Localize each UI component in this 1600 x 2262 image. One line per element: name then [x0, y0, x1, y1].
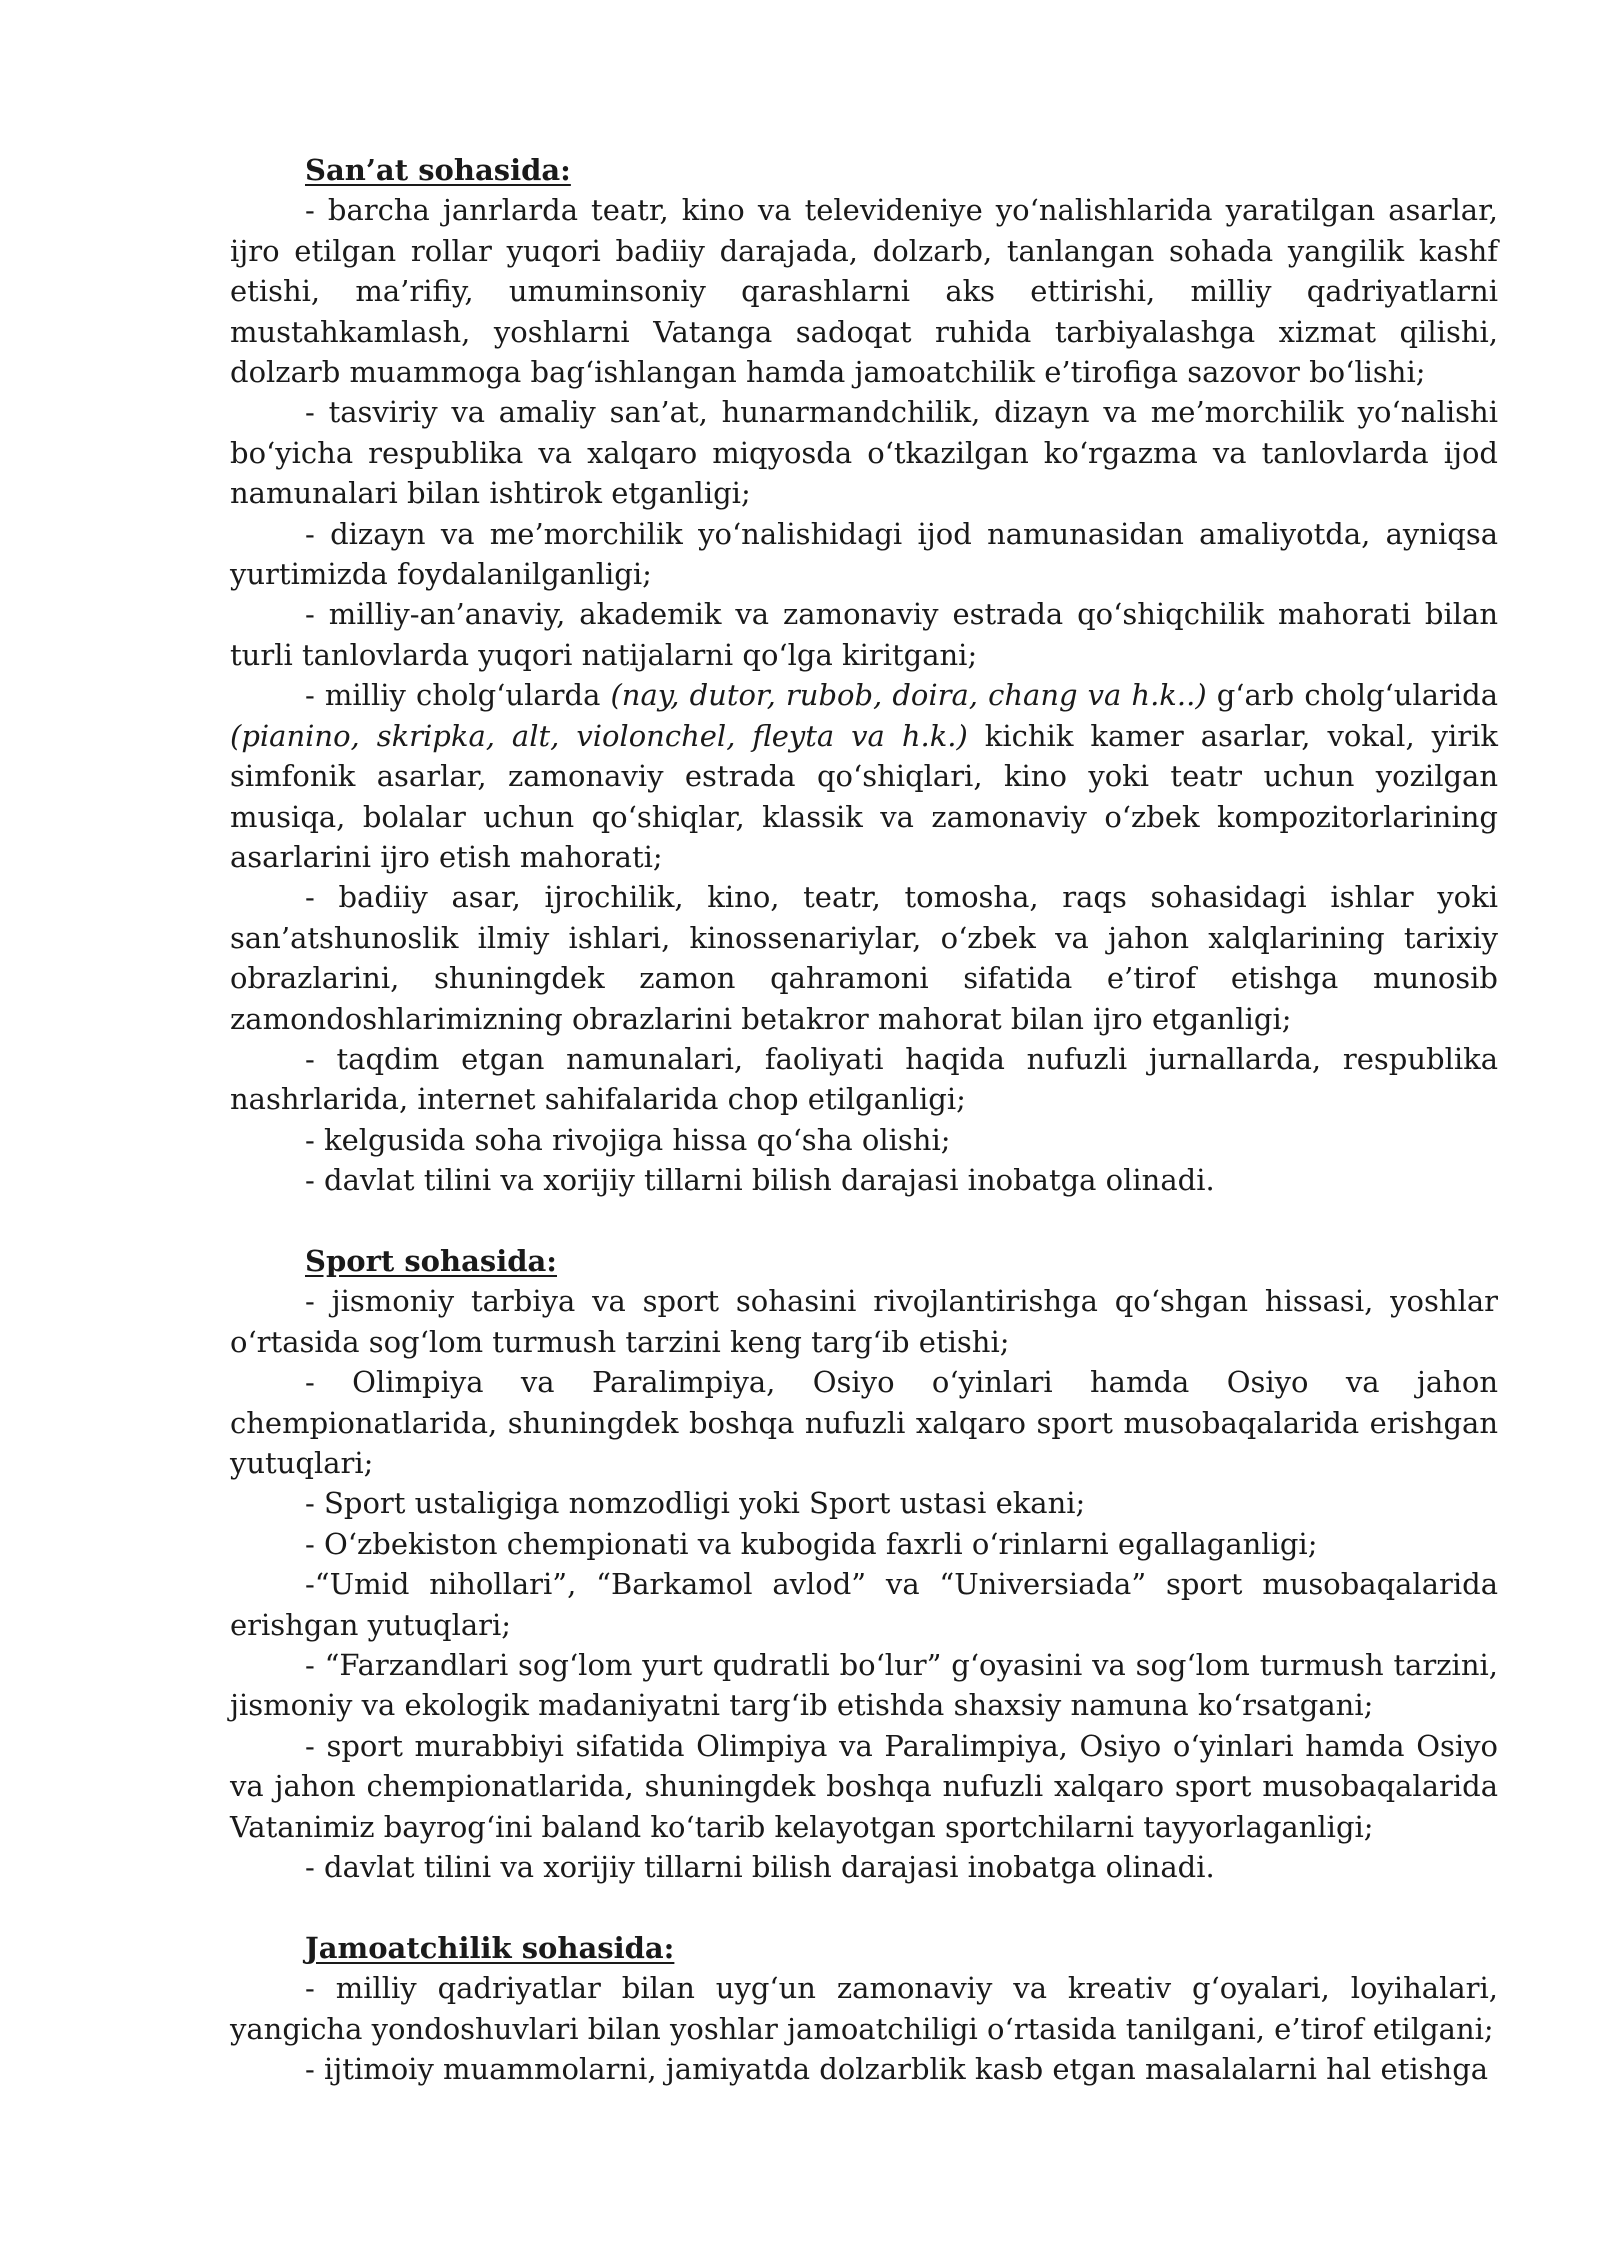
paragraph: - milliy-an’anaviy, akademik va zamonaviy estrada qo‘shiqchilik mahorati bilan turli tanlovlarda yuqori natijalarni qo‘lga kiritgani;	[230, 597, 1498, 672]
paragraph: - “Farzandlari sog‘lom yurt qudratli bo‘lur” g‘oyasini va sog‘lom turmush tarzini, jismoniy va ekologik madaniyatni targ‘ib etishda shaxsiy namuna ko‘rsatgani;	[230, 1648, 1498, 1723]
paragraph: - O‘zbekiston chempionati va kubogida faxrli o‘rinlarni egallaganligi;	[305, 1526, 1318, 1561]
paragraph: - badiiy asar, ijrochilik, kino, teatr, tomosha, raqs sohasidagi ishlar yoki san’atshunoslik ilmiy ishlari, kinossenariylar, o‘zbek va jahon xalqlarining tarixiy obrazlarini, shuningdek zamon qahramoni sifatida e’tirof etishga munosib zamondoshlarimizning obrazlarini betakror mahorat bilan ijro etganligi;	[230, 880, 1498, 1036]
paragraph: - ijtimoiy muammolarni, jamiyatda dolzarblik kasb etgan masalalarni hal etishga	[305, 2052, 1489, 2087]
paragraph: - Olimpiya va Paralimpiya, Osiyo o‘yinlari hamda Osiyo va jahon chempionatlarida, shuningdek boshqa nufuzli xalqaro sport musobaqalarida erishgan yutuqlari;	[230, 1365, 1498, 1480]
section-public	[230, 1928, 1498, 2090]
paragraph: - tasviriy va amaliy san’at, hunarmandchilik, dizayn va me’morchilik yo‘nalishi bo‘yicha respublika va xalqaro miqyosda o‘tkazilgan ko‘rgazma va tanlovlarda ijod namunalari bilan ishtirok etganligi;	[230, 395, 1498, 511]
paragraph: -“Umid nihollari”, “Barkamol avlod” va “Universiada” sport musobaqalarida erishgan yutuqlari;	[230, 1567, 1498, 1642]
section-title: San’at sohasida:	[305, 153, 571, 187]
paragraph: - sport murabbiyi sifatida Olimpiya va Paralimpiya, Osiyo o‘yinlari hamda Osiyo va jahon chempionatlarida, shuningdek boshqa nufuzli xalqaro sport musobaqalarida Vatanimiz bayrog‘ini baland ko‘tarib kelayotgan sportchilarni tayyorlaganligi;	[230, 1728, 1498, 1844]
section-art	[230, 150, 1498, 1201]
paragraph: - milliy qadriyatlar bilan uyg‘un zamonaviy va kreativ g‘oyalari, loyihalari, yangicha yondoshuvlari bilan yoshlar jamoatchiligi o‘rtasida tanilgani, e’tirof etilgani;	[230, 1971, 1498, 2046]
section-spacer	[230, 1201, 1498, 1241]
instrument-list: (pianino, skripka, alt, violonchel, fleyta va h.k.)	[230, 718, 968, 753]
paragraph: - davlat tilini va xorijiy tillarni bilish darajasi inobatga olinadi.	[305, 1850, 1215, 1885]
section-title: Sport sohasida:	[305, 1243, 557, 1278]
section-sport	[230, 1241, 1498, 1888]
section-spacer	[230, 1887, 1498, 1927]
paragraph: - Sport ustaligiga nomzodligi yoki Sport ustasi ekani;	[305, 1486, 1086, 1521]
paragraph: - jismoniy tarbiya va sport sohasini rivojlantirishga qo‘shgan hissasi, yoshlar o‘rtasida sog‘lom turmush tarzini keng targ‘ib etishi;	[230, 1284, 1498, 1359]
paragraph: - davlat tilini va xorijiy tillarni bilish darajasi inobatga olinadi.	[305, 1163, 1215, 1198]
instrument-list: (nay, dutor, rubob, doira, chang va h.k..)	[610, 678, 1207, 713]
paragraph: - barcha janrlarda teatr, kino va televideniye yo‘nalishlarida yaratilgan asarlar, ijro etilgan rollar yuqori badiiy darajada, dolzarb, tanlangan sohada yangilik kashf etishi, ma’rifiy, umuminsoniy qarashlarni aks ettirishi, milliy qadriyatlarni mustahkamlash, yoshlarni Vatanga sadoqat ruhida tarbiyalashga xizmat qilishi, dolzarb muammoga bag‘ishlangan hamda jamoatchilik e’tirofiga sazovor bo‘lishi;	[230, 193, 1498, 390]
paragraph: - milliy cholg‘ularda (nay, dutor, rubob, doira, chang va h.k..) g‘arb cholg‘ularida (pianino, skripka, alt, violonchel, fleyta va h.k.) kichik kamer asarlar, vokal, yirik simfonik asarlar, zamonaviy estrada qo‘shiqlari, kino yoki teatr uchun yozilgan musiqa, bolalar uchun qo‘shiqlar, klassik va zamonaviy o‘zbek kompozitorlarining asarlarini ijro etish mahorati;	[230, 678, 1498, 874]
section-title: Jamoatchilik sohasida:	[305, 1930, 675, 1965]
paragraph: - taqdim etgan namunalari, faoliyati haqida nufuzli jurnallarda, respublika nashrlarida, internet sahifalarida chop etilganligi;	[230, 1041, 1498, 1117]
document-page	[230, 150, 1498, 2089]
paragraph: - kelgusida soha rivojiga hissa qo‘sha olishi;	[305, 1122, 951, 1157]
paragraph: - dizayn va me’morchilik yo‘nalishidagi ijod namunasidan amaliyotda, ayniqsa yurtimizda foydalanilganligi;	[230, 516, 1498, 592]
